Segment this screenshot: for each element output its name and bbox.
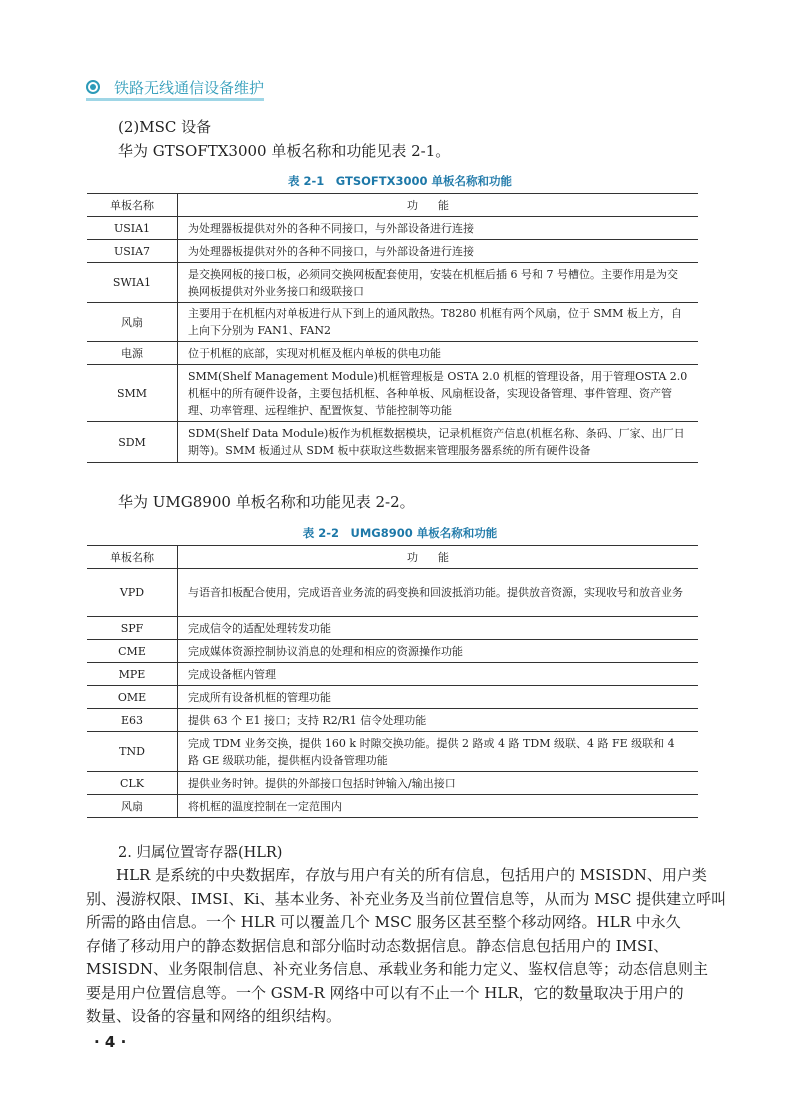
cell-board-name: E63 <box>87 709 178 732</box>
paragraph-line: 存储了移动用户的静态数据信息和部分临时动态数据信息。静态信息包括用户的 IMSI、 <box>86 936 669 955</box>
table-row <box>87 640 698 663</box>
table-1 <box>87 193 698 463</box>
running-header <box>86 74 264 104</box>
table-row <box>87 686 698 709</box>
cell-function: 完成所有设备机框的管理功能 <box>178 686 699 709</box>
header-circle-icon <box>86 80 100 94</box>
cell-board-name: SWIA1 <box>87 263 178 303</box>
cell-function: 主要用于在机框内对单板进行从下到上的通风散热。T8280 机框有两个风扇，位于 SMM 板上方，自上向下分别为 FAN1、FAN2 <box>178 303 699 342</box>
section-title: (2)MSC 设备 <box>118 118 212 136</box>
cell-function: SMM(Shelf Management Module)机框管理板是 OSTA 2.0 机框的管理设备，用于管理OSTA 2.0 机框中的所有硬件设备，主要包括机框、各种单板、风扇框设备，实现设备管理、事件管理、资产管理、功率管理、远程维护、配置恢复、节能控制等功能 <box>178 365 699 422</box>
table-row <box>87 263 698 303</box>
paragraph-line: 数量、设备的容量和网络的组织结构。 <box>86 1007 342 1025</box>
cell-board-name: SDM <box>87 422 178 463</box>
paragraph-line: 要是用户位置信息等。一个 GSM-R 网络中可以有不止一个 HLR，它的数量取决于用户的 <box>86 983 684 1002</box>
cell-board-name: CME <box>87 640 178 663</box>
table-row <box>87 663 698 686</box>
table-row <box>87 732 698 772</box>
paragraph-line: 所需的路由信息。一个 HLR 可以覆盖几个 MSC 服务区甚至整个移动网络。HLR 中永久 <box>86 913 681 931</box>
cell-function: 完成信令的适配处理转发功能 <box>178 617 699 640</box>
cell-function: 提供业务时钟。提供的外部接口包括时钟输入/输出接口 <box>178 772 699 795</box>
header-underline <box>86 98 264 101</box>
table-row <box>87 365 698 422</box>
cell-function: 为处理器板提供对外的各种不同接口，与外部设备进行连接 <box>178 217 699 240</box>
header-title: 铁路无线通信设备维护 <box>114 79 265 97</box>
cell-board-name: TND <box>87 732 178 772</box>
paragraph-line: 别、漫游权限、IMSI、Ki、基本业务、补充业务及当前位置信息等，从而为 MSC 提供建立呼叫 <box>86 889 727 908</box>
table-row <box>87 772 698 795</box>
table-row <box>87 795 698 818</box>
table1-caption: 表 2-1 GTSOFTX3000 单板名称和功能 <box>288 174 512 188</box>
cell-board-name: 电源 <box>87 342 178 365</box>
cell-function: 完成媒体资源控制协议消息的处理和相应的资源操作功能 <box>178 640 699 663</box>
paragraph-line: HLR 是系统的中央数据库，存放与用户有关的所有信息，包括用户的 MSISDN、用户类 <box>86 866 707 884</box>
cell-board-name: OME <box>87 686 178 709</box>
table-row <box>87 240 698 263</box>
header-col-func: 功能 <box>178 194 699 217</box>
cell-board-name: 风扇 <box>87 303 178 342</box>
header-col-name: 单板名称 <box>87 194 178 217</box>
cell-function: 完成 TDM 业务交换，提供 160 k 时隙交换功能。提供 2 路或 4 路 TDM 级联、4 路 FE 级联和 4 路 GE 级联功能，提供框内设备管理功能 <box>178 732 699 772</box>
hlr-paragraph <box>86 864 727 1029</box>
table2-caption: 表 2-2 UMG8900 单板名称和功能 <box>302 526 498 540</box>
cell-board-name: VPD <box>87 569 178 617</box>
table-row <box>87 617 698 640</box>
table-row <box>87 342 698 365</box>
cell-board-name: MPE <box>87 663 178 686</box>
cell-function: 将机框的温度控制在一定范围内 <box>178 795 699 818</box>
cell-board-name: CLK <box>87 772 178 795</box>
table-row <box>87 569 698 617</box>
paragraph-line: MSISDN、业务限制信息、补充业务信息、承载业务和能力定义、鉴权信息等；动态信息则主 <box>86 960 708 978</box>
table-row <box>87 709 698 732</box>
header-col-name: 单板名称 <box>87 546 178 569</box>
cell-board-name: SMM <box>87 365 178 422</box>
cell-function: 完成设备框内管理 <box>178 663 699 686</box>
cell-board-name: USIA7 <box>87 240 178 263</box>
cell-board-name: USIA1 <box>87 217 178 240</box>
table-row <box>87 422 698 463</box>
cell-function: 与语音扣板配合使用，完成语音业务流的码变换和回波抵消功能。提供放音资源，实现收号和放音业务 <box>178 569 699 617</box>
cell-function: 为处理器板提供对外的各种不同接口，与外部设备进行连接 <box>178 240 699 263</box>
cell-board-name: 风扇 <box>87 795 178 818</box>
header-col-func: 功能 <box>178 546 699 569</box>
table-header-row <box>87 546 698 569</box>
cell-board-name: SPF <box>87 617 178 640</box>
page-number: · 4 · <box>94 1033 127 1051</box>
cell-function: 提供 63 个 E1 接口；支持 R2/R1 信令处理功能 <box>178 709 699 732</box>
intro-paragraph-2: 华为 UMG8900 单板名称和功能见表 2-2。 <box>118 493 415 511</box>
table-row <box>87 303 698 342</box>
intro-paragraph-1: 华为 GTSOFTX3000 单板名称和功能见表 2-1。 <box>118 142 451 160</box>
cell-function: SDM(Shelf Data Module)板作为机框数据模块，记录机框资产信息(机框名称、条码、厂家、出厂日期等)。SMM 板通过从 SDM 板中获取这些数据来管理服务器系统的所有硬件设备 <box>178 422 699 463</box>
subsection-title: 2. 归属位置寄存器(HLR) <box>118 845 283 861</box>
cell-function: 位于机框的底部，实现对机框及框内单板的供电功能 <box>178 342 699 365</box>
table-2 <box>87 545 698 818</box>
cell-function: 是交换网板的接口板，必须同交换网板配套使用，安装在机框后插 6 号和 7 号槽位。主要作用是为交换网板提供对外业务接口和级联接口 <box>178 263 699 303</box>
table-row <box>87 217 698 240</box>
table-header-row <box>87 194 698 217</box>
